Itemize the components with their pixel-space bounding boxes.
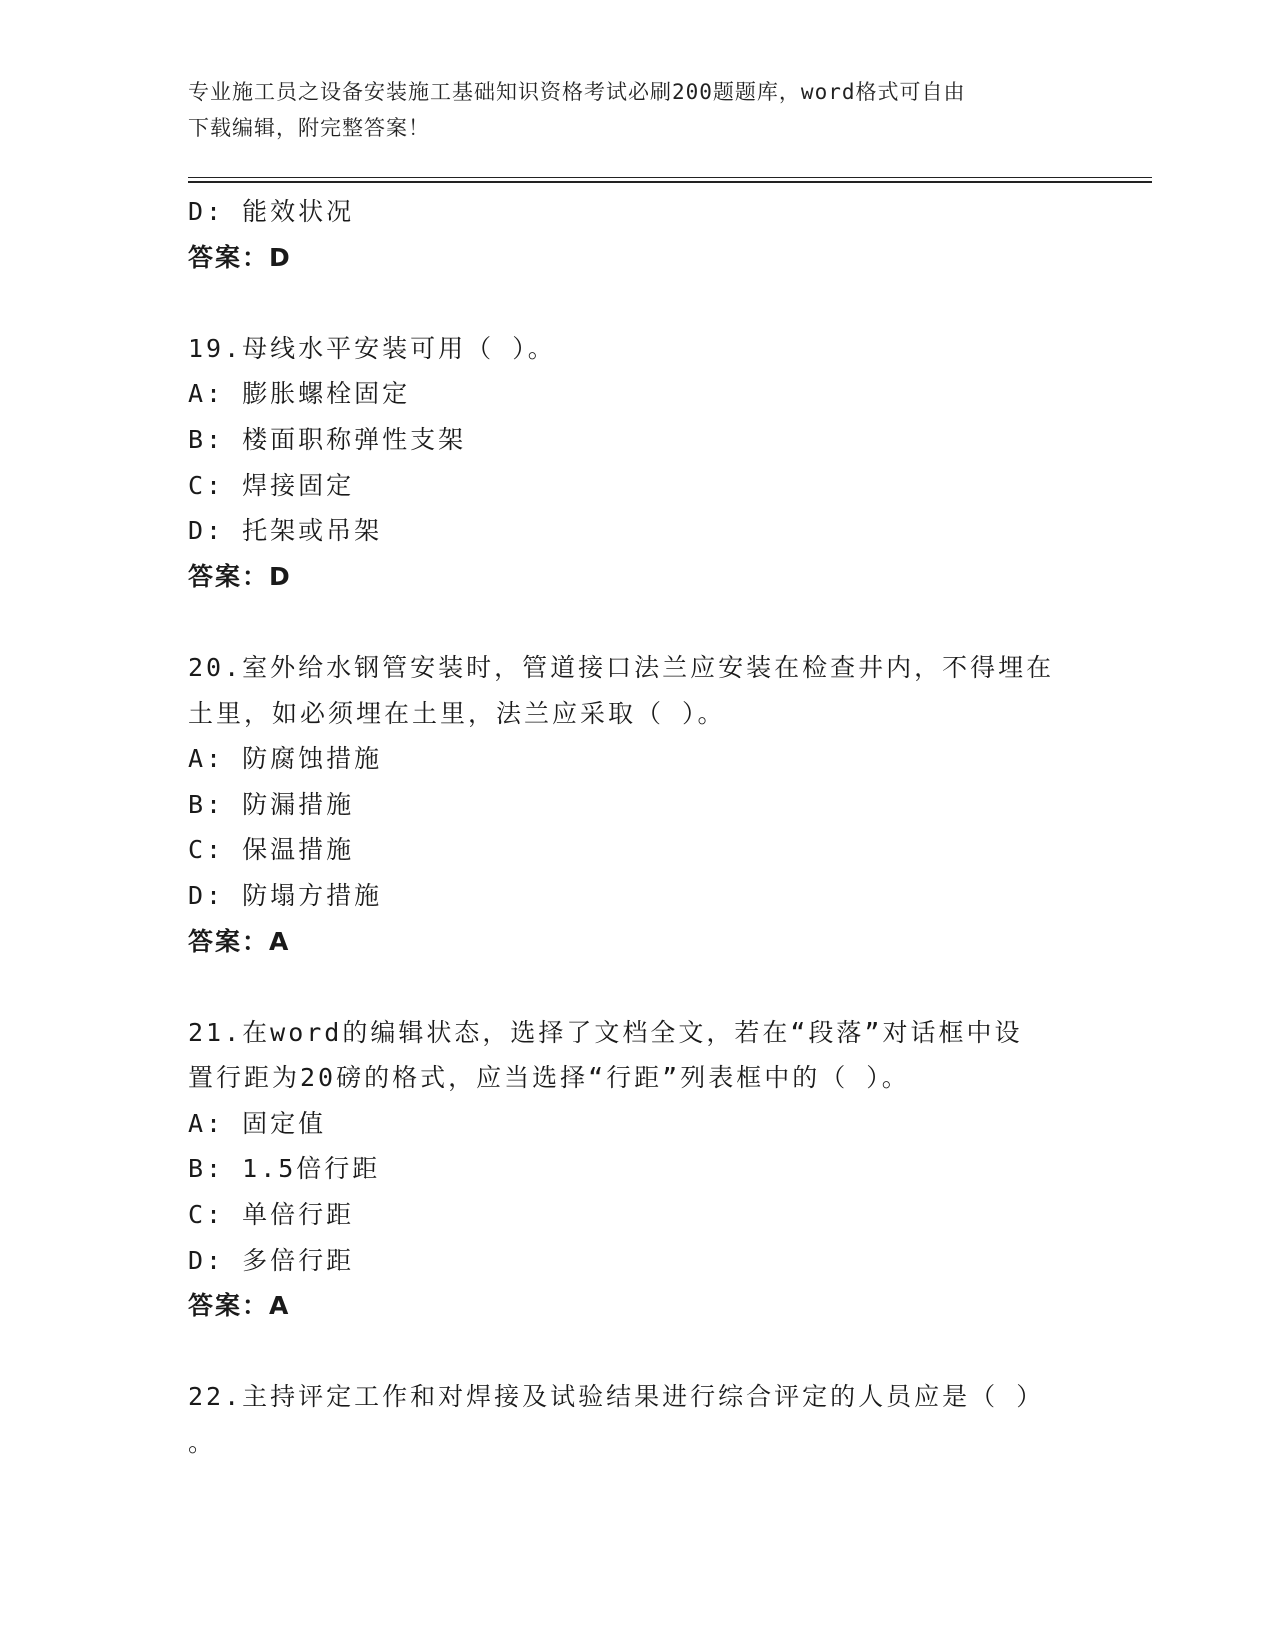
question-21	[188, 1010, 1068, 1329]
question-stem-line-2: 土里，如必须埋在土里，法兰应采取（ ）。	[188, 698, 726, 728]
header-title-line-2: 下载编辑，附完整答案！	[188, 116, 430, 140]
spacer	[188, 964, 1088, 1010]
answer: 答案：A	[188, 1291, 291, 1321]
header-divider-thin	[188, 177, 1152, 178]
spacer	[188, 280, 1088, 326]
option-b: B: 楼面职称弹性支架	[188, 424, 467, 454]
spacer	[188, 599, 1088, 645]
option-c: C: 保温措施	[188, 835, 355, 865]
question-stem-line-1: 22.主持评定工作和对焊接及试验结果进行综合评定的人员应是（ ）	[188, 1382, 1045, 1412]
page-header	[188, 74, 1068, 146]
answer: 答案：A	[188, 926, 291, 956]
option-b: B: 1.5倍行距	[188, 1154, 381, 1184]
document-body	[188, 189, 1088, 1466]
option-a: A: 膨胀螺栓固定	[188, 379, 411, 409]
option-b: B: 防漏措施	[188, 789, 355, 819]
question-stem-line-1: 20.室外给水钢管安装时，管道接口法兰应安装在检查井内，不得埋在	[188, 652, 1055, 682]
question-22	[188, 1374, 1068, 1465]
header-divider-thick	[188, 181, 1152, 183]
option-d: D: 多倍行距	[188, 1245, 355, 1275]
option-a: A: 防腐蚀措施	[188, 744, 383, 774]
question-20	[188, 645, 1068, 964]
question-stem-line-2: 置行距为20磅的格式，应当选择“行距”列表框中的（ ）。	[188, 1063, 910, 1093]
option-d: D: 托架或吊架	[188, 516, 383, 546]
question-19	[188, 326, 1068, 600]
answer: 答案：D	[188, 561, 292, 591]
option-d: D: 防塌方措施	[188, 880, 383, 910]
question-stem: 19.母线水平安装可用（ ）。	[188, 333, 556, 363]
option-a: A: 固定值	[188, 1108, 327, 1138]
option-c: C: 焊接固定	[188, 470, 355, 500]
spacer	[188, 1329, 1088, 1375]
prev-question-answer: 答案：D	[188, 242, 292, 272]
prev-question-option-d: D: 能效状况	[188, 197, 355, 226]
question-stem-line-1: 21.在word的编辑状态，选择了文档全文，若在“段落”对话框中设	[188, 1017, 1023, 1047]
option-c: C: 单倍行距	[188, 1200, 355, 1230]
question-stem-line-2: 。	[188, 1428, 217, 1458]
header-title-line-1: 专业施工员之设备安装施工基础知识资格考试必刷200题题库，word格式可自由	[188, 80, 966, 104]
